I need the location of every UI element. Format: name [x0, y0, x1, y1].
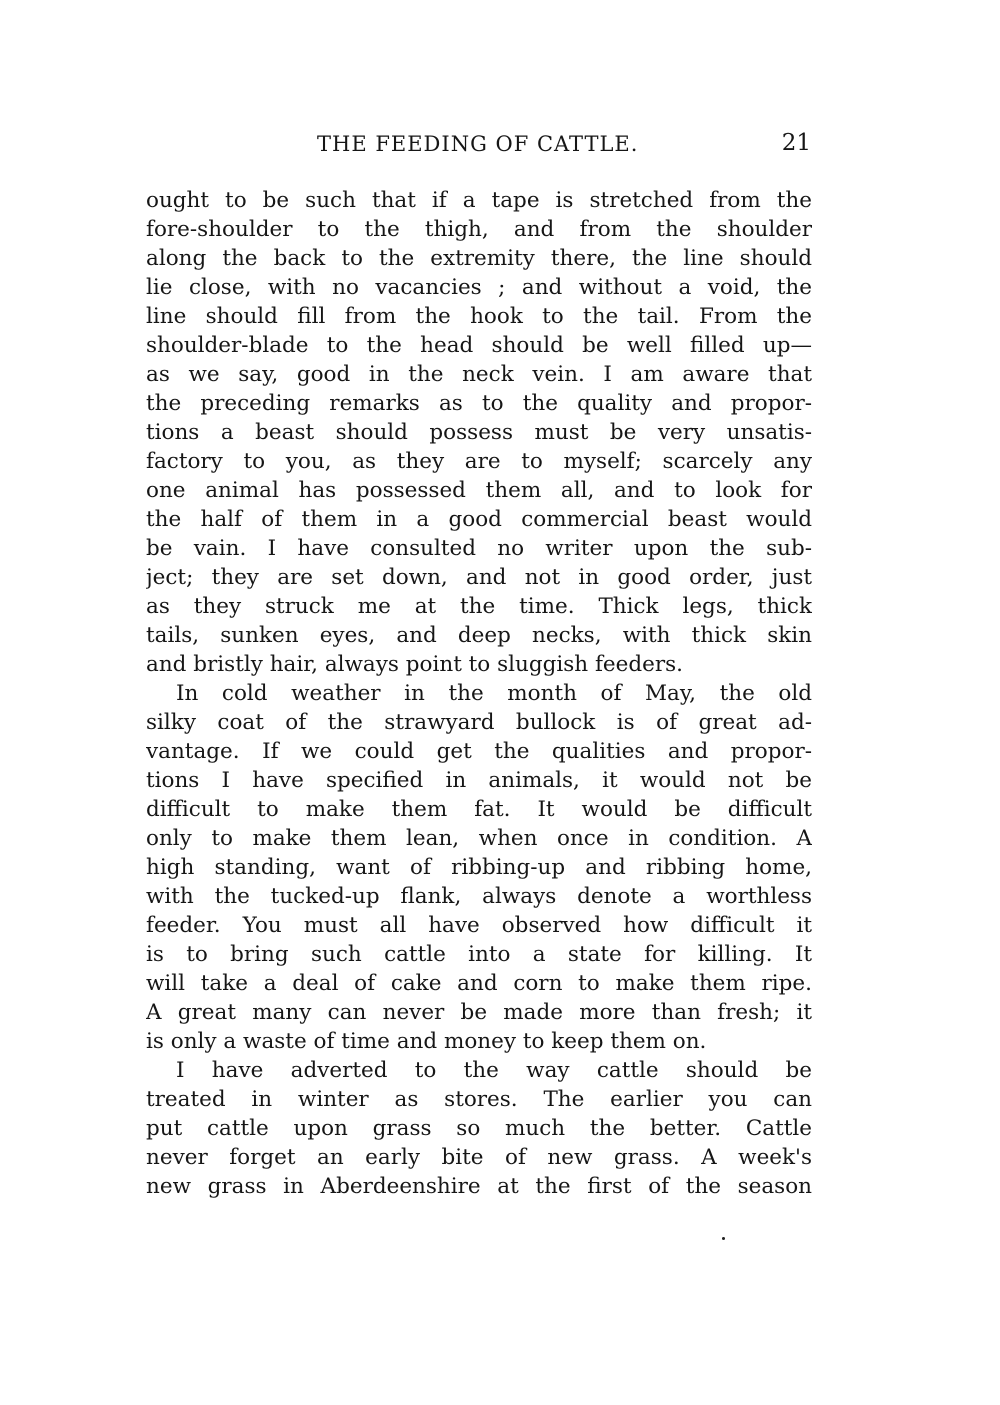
running-title: THE FEEDING OF CATTLE. [317, 132, 639, 156]
text-line: line should fill from the hook to the tail. From the [146, 304, 812, 329]
paragraph-start-line: In cold weather in the month of May, the old [176, 681, 812, 706]
text-line: shoulder-blade to the head should be well filled up— [146, 333, 812, 358]
text-line: along the back to the extremity there, the line should [146, 246, 812, 271]
text-line: new grass in Aberdeenshire at the first of the season [146, 1174, 812, 1199]
text-line: difficult to make them fat. It would be difficult [146, 797, 812, 822]
text-line: ject; they are set down, and not in good order, just [146, 565, 812, 590]
text-line: tions a beast should possess must be very unsatis- [146, 420, 812, 445]
text-line: is to bring such cattle into a state for killing. It [146, 942, 812, 967]
page-number: 21 [781, 130, 811, 156]
text-line: be vain. I have consulted no writer upon the sub- [146, 536, 812, 561]
paragraph-start-line: I have adverted to the way cattle should be [176, 1058, 812, 1083]
text-line: factory to you, as they are to myself; scarcely any [146, 449, 812, 474]
text-line: with the tucked-up flank, always denote a worthless [146, 884, 812, 909]
text-line: lie close, with no vacancies ; and without a void, the [146, 275, 812, 300]
text-line: the half of them in a good commercial beast would [146, 507, 812, 532]
text-line: high standing, want of ribbing-up and ribbing home, [146, 855, 812, 880]
paragraph-end-line: is only a waste of time and money to keep them on. [146, 1029, 707, 1054]
text-line: silky coat of the strawyard bullock is of great ad- [146, 710, 812, 735]
text-line: A great many can never be made more than fresh; it [146, 1000, 812, 1025]
text-line: fore-shoulder to the thigh, and from the shoulder [146, 217, 812, 242]
text-line: never forget an early bite of new grass. A week's [146, 1145, 812, 1170]
text-line: tions I have specified in animals, it would not be [146, 768, 812, 793]
text-line: the preceding remarks as to the quality and propor- [146, 391, 812, 416]
text-line: ought to be such that if a tape is stretched from the [146, 188, 812, 213]
text-line: vantage. If we could get the qualities and propor- [146, 739, 812, 764]
text-line: only to make them lean, when once in condition. A [146, 826, 812, 851]
body-text [146, 186, 812, 1201]
paragraph-end-line: and bristly hair, always point to sluggish feeders. [146, 652, 683, 677]
text-line: one animal has possessed them all, and to look for [146, 478, 812, 503]
stray-ink-dot [722, 1237, 725, 1240]
text-line: tails, sunken eyes, and deep necks, with thick skin [146, 623, 812, 648]
text-line: as we say, good in the neck vein. I am aware that [146, 362, 812, 387]
text-line: will take a deal of cake and corn to make them ripe. [146, 971, 812, 996]
text-line: as they struck me at the time. Thick legs, thick [146, 594, 812, 619]
text-line: feeder. You must all have observed how difficult it [146, 913, 812, 938]
text-line: put cattle upon grass so much the better. Cattle [146, 1116, 812, 1141]
running-head [147, 132, 813, 160]
text-line: treated in winter as stores. The earlier you can [146, 1087, 812, 1112]
